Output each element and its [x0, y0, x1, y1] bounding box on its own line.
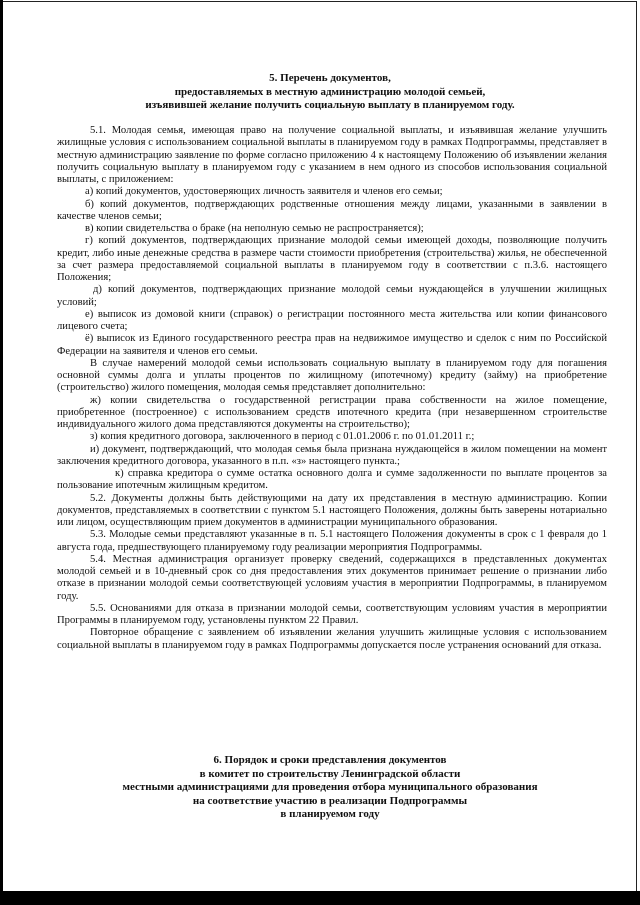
paragraph: 5.3. Молодые семьи представляют указанные в п. 5.1 настоящего Положения документы в срок с 1 февраля до 1 августа года, предшествующего планируемому году реализации мероприятия Подпрограммы. [57, 529, 607, 553]
section-5-heading [60, 72, 600, 113]
paragraph: в) копии свидетельства о браке (на неполную семью не распространяется); [85, 223, 424, 234]
paragraph: д) копий документов, подтверждающих признание молодой семьи нуждающейся в улучшении жилищных условий; [57, 284, 607, 308]
heading-line: изъявившей желание получить социальную выплату в планируемом году. [145, 99, 515, 111]
paragraph: Повторное обращение с заявлением об изъявлении желания улучшить жилищные условия с использованием социальной выплаты в планируемом году в рамках Подпрограммы допускается после устранения оснований для отказа. [57, 627, 607, 651]
heading-line: на соответствие участию в реализации Подпрограммы [192, 794, 468, 807]
paragraph: 5.2. Документы должны быть действующими на дату их представления в местную администрацию. Копии документов, представляемых в соответствии с пунктом 5.1 настоящего Положения, должны быть заверены нотариально или лицом, осуществляющим прием документов в администрации муниципального образования. [57, 492, 607, 528]
section-5-body [57, 125, 607, 652]
paragraph: и) документ, подтверждающий, что молодая семья была признана нуждающейся в жилом помещении на момент заключения кредитного договора, указанного в п.п. «з» настоящего пункта.; [57, 443, 607, 467]
heading-line: 6. Порядок и сроки представления документов [213, 754, 447, 766]
paragraph: 5.5. Основаниями для отказа в признании молодой семьи, соответствующим условиям участия в мероприятии Программы в планируемом году, установлены пунктом 22 Правил. [57, 602, 607, 626]
heading-line: предоставляемых в местную администрацию молодой семьей, [174, 85, 486, 98]
paragraph: б) копий документов, подтверждающих родственные отношения между лицами, указанными в заявлении в качестве членов семьи; [57, 198, 607, 222]
heading-line: в планируемом году [280, 808, 380, 820]
paragraph: г) копий документов, подтверждающих признание молодой семьи имеющей доходы, позволяющие получить кредит, либо иные денежные средства в размере части стоимости приобретения (строительства) жилья, не обеспеченной за счет размера предоставляемой социальной выплаты в планируемом году в соответствии с п.3.6. настоящего Положения; [57, 235, 607, 283]
paragraph: ж) копии свидетельства о государственной регистрации права собственности на жилое помещение, приобретенное (построенное) с использованием средств ипотечного кредита (при незавершенном строительстве индивидуального жилого дома представляются документы на строительство); [57, 394, 607, 430]
paragraph: 5.1. Молодая семья, имеющая право на получение социальной выплаты, и изъявившая желание улучшить жилищные условия с использованием социальной выплаты в планируемом году в рамках Подпрограммы, представляет в местную администрацию заявление по форме согласно приложению 4 к настоящему Положению об изъявлении желания получить социальную выплату в планируемом году с указанием в нем одного из способов использования социальной выплаты, с приложением: [57, 125, 607, 185]
paragraph: 5.4. Местная администрация организует проверку сведений, содержащихся в представленных документах молодой семьей и в 10-дневный срок со дня предоставления этих документов принимает решение о признании либо отказе в признании молодой семьи соответствующей условиям участия в мероприятии Подпрограммы, в планируемом году. [57, 553, 607, 602]
heading-line: местными администрациями для проведения отбора муниципального образования [122, 781, 538, 793]
paragraph: к) справка кредитора о сумме остатка основного долга и сумме задолженности по выплате процентов за пользование ипотечным жилищным кредитом. [57, 468, 607, 492]
paragraph: В случае намерений молодой семьи использовать социальную выплату в планируемом году для погашения основной суммы долга и уплаты процентов по жилищному (ипотечному) кредиту (займу) на приобретение (строительство) жилого помещения, молодая семья представляет дополнительно: [57, 357, 607, 394]
scan-edge-bottom [0, 891, 640, 905]
heading-line: в комитет по строительству Ленинградской области [199, 767, 461, 780]
scan-edge-left [0, 0, 3, 905]
section-6-heading [60, 754, 600, 822]
paragraph: ё) выписок из Единого государственного реестра прав на недвижимое имущество и сделок с ним по Российской Федерации на заявителя и членов его семьи. [57, 333, 607, 357]
heading-line: 5. Перечень документов, [269, 72, 391, 84]
paragraph: а) копий документов, удостоверяющих личность заявителя и членов его семьи; [85, 186, 443, 198]
paragraph: е) выписок из домовой книги (справок) о регистрации постоянного места жительства или копии финансового лицевого счета; [57, 308, 607, 332]
paragraph: з) копия кредитного договора, заключенного в период с 01.01.2006 г. по 01.01.2011 г.; [90, 431, 475, 443]
